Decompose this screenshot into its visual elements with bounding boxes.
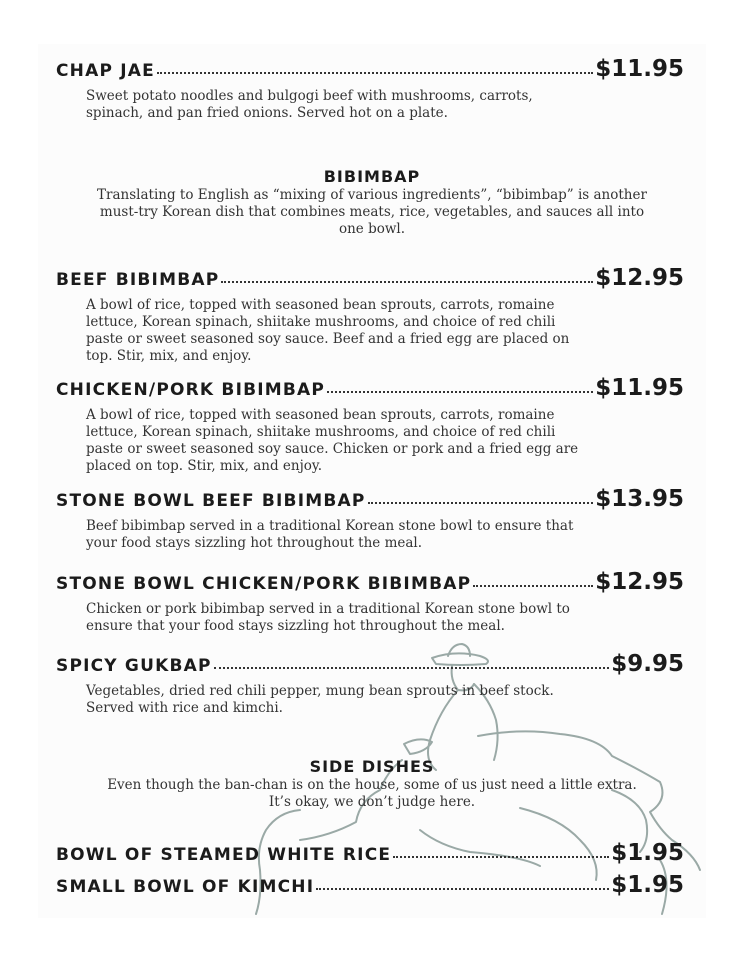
- item-name: STONE BOWL BEEF BIBIMBAP: [56, 491, 366, 511]
- item-name: SMALL BOWL OF KIMCHI: [56, 877, 315, 897]
- item-description: A bowl of rice, topped with seasoned bean sprouts, carrots, romaine lettuce, Korean spinach, shiitake mushrooms, and choice of red chili paste or sweet seasoned soy sauce. Beef and a fried egg are placed on top. Stir, mix, and enjoy.: [86, 297, 570, 364]
- item-price: $11.95: [595, 56, 684, 82]
- item-description: Sweet potato noodles and bulgogi beef with mushrooms, carrots, spinach, and pan fried onions. Served hot on a plate.: [86, 88, 533, 121]
- dot-leader: [473, 573, 593, 587]
- item-name: SPICY GUKBAP: [56, 656, 212, 676]
- item-price: $12.95: [595, 569, 684, 595]
- dot-leader: [214, 655, 610, 669]
- item-name: STONE BOWL CHICKEN/PORK BIBIMBAP: [56, 574, 472, 594]
- dot-leader: [316, 876, 609, 890]
- section-title: SIDE DISHES: [309, 757, 435, 776]
- item-price: $11.95: [595, 375, 684, 401]
- dot-leader: [221, 269, 593, 283]
- menu-item-spicy-gukbap: [56, 651, 684, 717]
- menu-item-chicken-pork-bibimbap: [56, 375, 684, 475]
- dot-leader: [157, 60, 593, 74]
- item-price: $13.95: [595, 486, 684, 512]
- dot-leader: [393, 844, 609, 858]
- item-price: $1.95: [611, 840, 684, 866]
- section-description: Even though the ban-chan is on the house, some of us just need a little extra. It’s okay, we don’t judge here.: [107, 777, 637, 810]
- menu-item-steamed-white-rice: [56, 840, 684, 866]
- dot-leader: [368, 490, 594, 504]
- item-name: CHICKEN/PORK BIBIMBAP: [56, 380, 326, 400]
- item-price: $12.95: [595, 265, 684, 291]
- menu-item-small-kimchi: [56, 872, 684, 898]
- section-side-dishes: [96, 757, 648, 811]
- item-name: BOWL OF STEAMED WHITE RICE: [56, 845, 392, 865]
- item-price: $1.95: [611, 872, 684, 898]
- section-bibimbap: [96, 167, 648, 238]
- menu-item-chap-jae: [56, 56, 684, 122]
- section-description: Translating to English as “mixing of various ingredients”, “bibimbap” is another must-try Korean dish that combines meats, rice, vegetables, and sauces all into one bowl.: [97, 187, 647, 237]
- menu-item-stone-bowl-beef-bibimbap: [56, 486, 684, 552]
- item-price: $9.95: [611, 651, 684, 677]
- item-description: Vegetables, dried red chili pepper, mung bean sprouts in beef stock. Served with rice and kimchi.: [86, 683, 554, 716]
- item-name: CHAP JAE: [56, 61, 155, 81]
- item-description: A bowl of rice, topped with seasoned bean sprouts, carrots, romaine lettuce, Korean spinach, shiitake mushrooms, and choice of red chili paste or sweet seasoned soy sauce. Chicken or pork and a fried egg are placed on top. Stir, mix, and enjoy.: [86, 407, 579, 474]
- section-title: BIBIMBAP: [323, 167, 421, 186]
- menu-item-beef-bibimbap: [56, 265, 684, 365]
- item-description: Beef bibimbap served in a traditional Korean stone bowl to ensure that your food stays sizzling hot throughout the meal.: [86, 518, 574, 551]
- dot-leader: [327, 379, 593, 393]
- menu-item-stone-bowl-chicken-pork-bibimbap: [56, 569, 684, 635]
- item-name: BEEF BIBIMBAP: [56, 270, 220, 290]
- item-description: Chicken or pork bibimbap served in a traditional Korean stone bowl to ensure that your food stays sizzling hot throughout the meal.: [86, 601, 570, 634]
